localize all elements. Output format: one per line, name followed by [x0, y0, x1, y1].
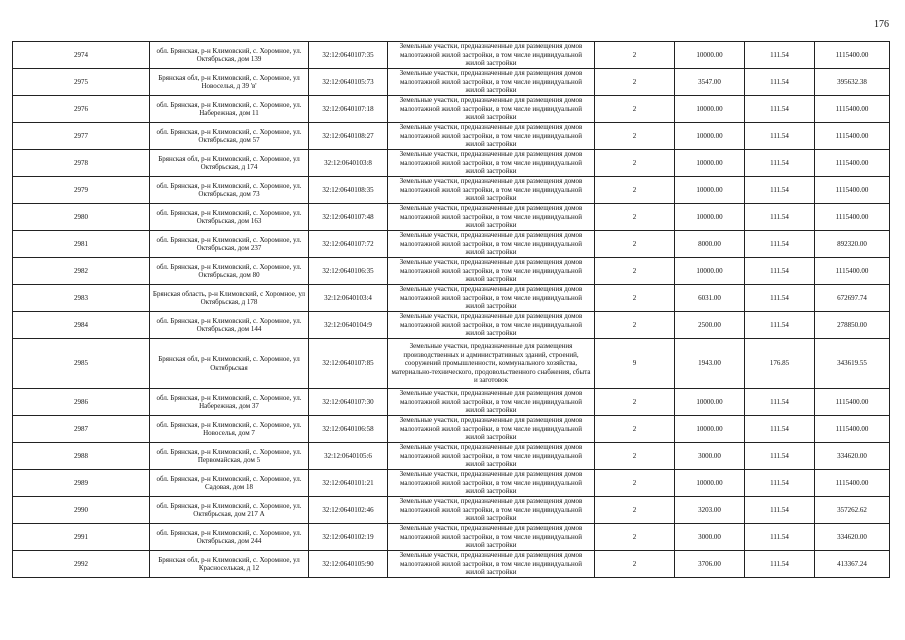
specific-value-cell: 111.54 [745, 123, 815, 150]
cadastral-value-cell: 1115400.00 [815, 150, 890, 177]
cadastral-registry-table [12, 41, 890, 578]
use-code-cell: 2 [595, 150, 675, 177]
table-row [13, 497, 890, 524]
use-code-cell: 2 [595, 470, 675, 497]
cadastral-value-cell: 1115400.00 [815, 96, 890, 123]
land-use-cell: Земельные участки, предназначенные для размещения домов малоэтажной жилой застройки, в том числе индивидуальной жилой застройки [388, 497, 595, 524]
table-row [13, 150, 890, 177]
cadastral-number-cell: 32:12:0640108:35 [309, 177, 388, 204]
specific-value-cell: 111.54 [745, 96, 815, 123]
cadastral-number-cell: 32:12:0640101:21 [309, 470, 388, 497]
use-code-cell: 2 [595, 389, 675, 416]
area-cell: 3000.00 [675, 443, 745, 470]
land-use-cell: Земельные участки, предназначенные для размещения домов малоэтажной жилой застройки, в том числе индивидуальной жилой застройки [388, 204, 595, 231]
specific-value-cell: 111.54 [745, 285, 815, 312]
table-row [13, 42, 890, 69]
row-number: 2992 [13, 551, 150, 578]
table-row [13, 470, 890, 497]
cadastral-number-cell: 32:12:0640102:19 [309, 524, 388, 551]
area-cell: 10000.00 [675, 204, 745, 231]
address-cell: обл. Брянская, р-н Климовский, с. Хоромное, ул. Октябрьская, дом 237 [150, 231, 309, 258]
area-cell: 2500.00 [675, 312, 745, 339]
address-cell: обл. Брянская, р-н Климовский, с. Хоромное, ул. Октябрьская, дом 163 [150, 204, 309, 231]
cadastral-number-cell: 32:12:0640107:35 [309, 42, 388, 69]
specific-value-cell: 111.54 [745, 416, 815, 443]
specific-value-cell: 111.54 [745, 150, 815, 177]
cadastral-value-cell: 343619.55 [815, 339, 890, 389]
cadastral-value-cell: 1115400.00 [815, 258, 890, 285]
page-number: 176 [874, 19, 889, 30]
cadastral-value-cell: 672697.74 [815, 285, 890, 312]
row-number: 2985 [13, 339, 150, 389]
land-use-cell: Земельные участки, предназначенные для размещения домов малоэтажной жилой застройки, в том числе индивидуальной жилой застройки [388, 96, 595, 123]
land-use-cell: Земельные участки, предназначенные для размещения домов малоэтажной жилой застройки, в том числе индивидуальной жилой застройки [388, 416, 595, 443]
cadastral-value-cell: 1115400.00 [815, 42, 890, 69]
cadastral-number-cell: 32:12:0640107:18 [309, 96, 388, 123]
address-cell: обл. Брянская, р-н Климовский, с. Хоромное, ул. Набережная, дом 37 [150, 389, 309, 416]
cadastral-number-cell: 32:12:0640107:30 [309, 389, 388, 416]
land-use-cell: Земельные участки, предназначенные для размещения домов малоэтажной жилой застройки, в том числе индивидуальной жилой застройки [388, 389, 595, 416]
row-number: 2987 [13, 416, 150, 443]
use-code-cell: 2 [595, 443, 675, 470]
cadastral-number-cell: 32:12:0640107:48 [309, 204, 388, 231]
row-number: 2978 [13, 150, 150, 177]
area-cell: 10000.00 [675, 470, 745, 497]
address-cell: Брянская область, р-н Климовский, с Хоромное, ул Октябрьская, д 178 [150, 285, 309, 312]
area-cell: 10000.00 [675, 258, 745, 285]
area-cell: 10000.00 [675, 150, 745, 177]
land-use-cell: Земельные участки, предназначенные для размещения домов малоэтажной жилой застройки, в том числе индивидуальной жилой застройки [388, 285, 595, 312]
area-cell: 10000.00 [675, 177, 745, 204]
row-number: 2977 [13, 123, 150, 150]
specific-value-cell: 111.54 [745, 204, 815, 231]
table-row [13, 258, 890, 285]
cadastral-number-cell: 32:12:0640107:72 [309, 231, 388, 258]
row-number: 2975 [13, 69, 150, 96]
table-row [13, 96, 890, 123]
address-cell: обл. Брянская, р-н Климовский, с. Хоромное, ул. Октябрьская, дом 244 [150, 524, 309, 551]
area-cell: 1943.00 [675, 339, 745, 389]
cadastral-number-cell: 32:12:0640107:85 [309, 339, 388, 389]
cadastral-value-cell: 278850.00 [815, 312, 890, 339]
row-number: 2990 [13, 497, 150, 524]
row-number: 2988 [13, 443, 150, 470]
table-row [13, 312, 890, 339]
address-cell: обл. Брянская, р-н Климовский, с. Хоромное, ул. Октябрьская, дом 80 [150, 258, 309, 285]
cadastral-value-cell: 334620.00 [815, 443, 890, 470]
row-number: 2983 [13, 285, 150, 312]
cadastral-value-cell: 1115400.00 [815, 416, 890, 443]
use-code-cell: 2 [595, 204, 675, 231]
specific-value-cell: 111.54 [745, 312, 815, 339]
cadastral-value-cell: 395632.38 [815, 69, 890, 96]
use-code-cell: 2 [595, 416, 675, 443]
use-code-cell: 2 [595, 497, 675, 524]
table-row [13, 204, 890, 231]
specific-value-cell: 111.54 [745, 443, 815, 470]
table-row [13, 231, 890, 258]
address-cell: Брянская обл, р-н Климовский, с. Хоромное, ул Октябрьская, д 174 [150, 150, 309, 177]
row-number: 2989 [13, 470, 150, 497]
land-use-cell: Земельные участки, предназначенные для размещения домов малоэтажной жилой застройки, в том числе индивидуальной жилой застройки [388, 177, 595, 204]
area-cell: 10000.00 [675, 123, 745, 150]
cadastral-number-cell: 32:12:0640105:6 [309, 443, 388, 470]
cadastral-number-cell: 32:12:0640106:35 [309, 258, 388, 285]
cadastral-number-cell: 32:12:0640104:9 [309, 312, 388, 339]
area-cell: 3203.00 [675, 497, 745, 524]
row-number: 2979 [13, 177, 150, 204]
land-use-cell: Земельные участки, предназначенные для размещения домов малоэтажной жилой застройки, в том числе индивидуальной жилой застройки [388, 470, 595, 497]
row-number: 2982 [13, 258, 150, 285]
specific-value-cell: 111.54 [745, 551, 815, 578]
cadastral-value-cell: 357262.62 [815, 497, 890, 524]
use-code-cell: 9 [595, 339, 675, 389]
land-use-cell: Земельные участки, предназначенные для размещения домов малоэтажной жилой застройки, в том числе индивидуальной жилой застройки [388, 123, 595, 150]
row-number: 2981 [13, 231, 150, 258]
cadastral-number-cell: 32:12:0640106:58 [309, 416, 388, 443]
address-cell: обл. Брянская, р-н Климовский, с. Хоромное, ул. Октябрьская, дом 139 [150, 42, 309, 69]
area-cell: 8000.00 [675, 231, 745, 258]
use-code-cell: 2 [595, 285, 675, 312]
table-row [13, 339, 890, 389]
table-row [13, 389, 890, 416]
cadastral-value-cell: 413367.24 [815, 551, 890, 578]
specific-value-cell: 111.54 [745, 258, 815, 285]
address-cell: Брянская обл, р-н Климовский, с. Хоромное, ул Красноселькая, д 12 [150, 551, 309, 578]
address-cell: обл. Брянская, р-н Климовский, с. Хоромное, ул. Первомайская, дом 5 [150, 443, 309, 470]
specific-value-cell: 111.54 [745, 524, 815, 551]
land-use-cell: Земельные участки, предназначенные для размещения производственных и административных зданий, строений, сооружений промышленности, коммунального хозяйства, материально-технического, продовольственного снабжения, сбыта и заготовок [388, 339, 595, 389]
row-number: 2976 [13, 96, 150, 123]
use-code-cell: 2 [595, 258, 675, 285]
land-use-cell: Земельные участки, предназначенные для размещения домов малоэтажной жилой застройки, в том числе индивидуальной жилой застройки [388, 42, 595, 69]
use-code-cell: 2 [595, 312, 675, 339]
address-cell: обл. Брянская, р-н Климовский, с. Хоромное, ул. Октябрьская, дом 57 [150, 123, 309, 150]
use-code-cell: 2 [595, 123, 675, 150]
use-code-cell: 2 [595, 69, 675, 96]
table-row [13, 123, 890, 150]
cadastral-number-cell: 32:12:0640103:4 [309, 285, 388, 312]
table-row [13, 285, 890, 312]
land-use-cell: Земельные участки, предназначенные для размещения домов малоэтажной жилой застройки, в том числе индивидуальной жилой застройки [388, 231, 595, 258]
address-cell: обл. Брянская, р-н Климовский, с. Хоромное, ул. Октябрьская, дом 144 [150, 312, 309, 339]
row-number: 2991 [13, 524, 150, 551]
row-number: 2984 [13, 312, 150, 339]
cadastral-number-cell: 32:12:0640105:73 [309, 69, 388, 96]
row-number: 2980 [13, 204, 150, 231]
address-cell: обл. Брянская, р-н Климовский, с. Хоромное, ул. Октябрьская, дом 73 [150, 177, 309, 204]
area-cell: 10000.00 [675, 389, 745, 416]
address-cell: Брянская обл, р-н Климовский, с. Хоромное, ул Октябрьская [150, 339, 309, 389]
area-cell: 10000.00 [675, 96, 745, 123]
table-row [13, 69, 890, 96]
cadastral-value-cell: 1115400.00 [815, 470, 890, 497]
table-row [13, 416, 890, 443]
specific-value-cell: 111.54 [745, 389, 815, 416]
specific-value-cell: 111.54 [745, 42, 815, 69]
land-use-cell: Земельные участки, предназначенные для размещения домов малоэтажной жилой застройки, в том числе индивидуальной жилой застройки [388, 524, 595, 551]
land-use-cell: Земельные участки, предназначенные для размещения домов малоэтажной жилой застройки, в том числе индивидуальной жилой застройки [388, 258, 595, 285]
cadastral-value-cell: 1115400.00 [815, 177, 890, 204]
specific-value-cell: 176.85 [745, 339, 815, 389]
land-use-cell: Земельные участки, предназначенные для размещения домов малоэтажной жилой застройки, в том числе индивидуальной жилой застройки [388, 312, 595, 339]
specific-value-cell: 111.54 [745, 69, 815, 96]
address-cell: обл. Брянская, р-н Климовский, с. Хоромное, ул. Набережная, дом 11 [150, 96, 309, 123]
table-row [13, 177, 890, 204]
use-code-cell: 2 [595, 96, 675, 123]
cadastral-number-cell: 32:12:0640103:8 [309, 150, 388, 177]
row-number: 2974 [13, 42, 150, 69]
specific-value-cell: 111.54 [745, 497, 815, 524]
cadastral-value-cell: 1115400.00 [815, 204, 890, 231]
land-use-cell: Земельные участки, предназначенные для размещения домов малоэтажной жилой застройки, в том числе индивидуальной жилой застройки [388, 551, 595, 578]
use-code-cell: 2 [595, 524, 675, 551]
area-cell: 6031.00 [675, 285, 745, 312]
specific-value-cell: 111.54 [745, 470, 815, 497]
cadastral-value-cell: 1115400.00 [815, 123, 890, 150]
use-code-cell: 2 [595, 177, 675, 204]
area-cell: 10000.00 [675, 42, 745, 69]
address-cell: Брянская обл, р-н Климовский, с. Хоромное, ул Новоселья, д 39 'в' [150, 69, 309, 96]
use-code-cell: 2 [595, 42, 675, 69]
cadastral-number-cell: 32:12:0640102:46 [309, 497, 388, 524]
cadastral-value-cell: 334620.00 [815, 524, 890, 551]
cadastral-number-cell: 32:12:0640105:90 [309, 551, 388, 578]
table-body [13, 42, 890, 578]
area-cell: 3547.00 [675, 69, 745, 96]
land-use-cell: Земельные участки, предназначенные для размещения домов малоэтажной жилой застройки, в том числе индивидуальной жилой застройки [388, 443, 595, 470]
use-code-cell: 2 [595, 551, 675, 578]
specific-value-cell: 111.54 [745, 177, 815, 204]
table-row [13, 443, 890, 470]
row-number: 2986 [13, 389, 150, 416]
address-cell: обл. Брянская, р-н Климовский, с. Хоромное, ул. Садовая, дом 18 [150, 470, 309, 497]
use-code-cell: 2 [595, 231, 675, 258]
address-cell: обл. Брянская, р-н Климовский, с. Хоромное, ул. Октябрьская, дом 217 А [150, 497, 309, 524]
land-use-cell: Земельные участки, предназначенные для размещения домов малоэтажной жилой застройки, в том числе индивидуальной жилой застройки [388, 69, 595, 96]
cadastral-value-cell: 892320.00 [815, 231, 890, 258]
cadastral-number-cell: 32:12:0640108:27 [309, 123, 388, 150]
table-row [13, 524, 890, 551]
land-use-cell: Земельные участки, предназначенные для размещения домов малоэтажной жилой застройки, в том числе индивидуальной жилой застройки [388, 150, 595, 177]
specific-value-cell: 111.54 [745, 231, 815, 258]
area-cell: 10000.00 [675, 416, 745, 443]
area-cell: 3000.00 [675, 524, 745, 551]
area-cell: 3706.00 [675, 551, 745, 578]
address-cell: обл. Брянская, р-н Климовский, с. Хоромное, ул. Новоселья, дом 7 [150, 416, 309, 443]
table-row [13, 551, 890, 578]
cadastral-value-cell: 1115400.00 [815, 389, 890, 416]
